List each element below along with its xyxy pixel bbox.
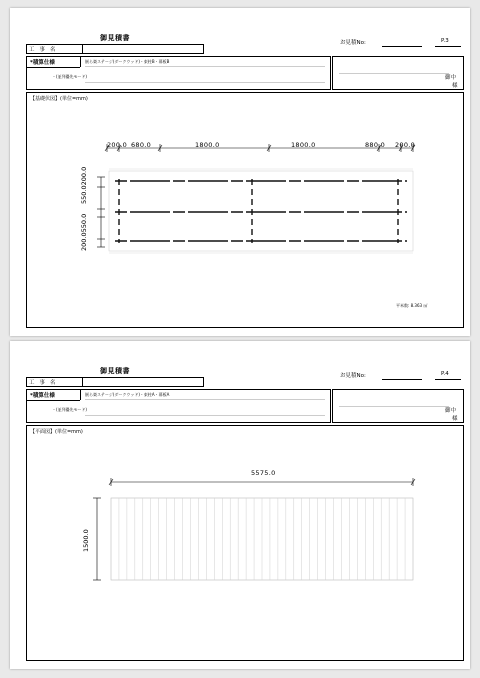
dim-top-5: 880.0 <box>365 141 386 149</box>
foundation-plan-drawing <box>27 93 463 327</box>
dim-left-2: 200.0550.0 <box>80 213 88 251</box>
area-value: 平米数: 8.363 ㎡ <box>396 303 428 308</box>
spec-label: *積算仕様 <box>30 60 55 66</box>
post-lines <box>119 179 398 243</box>
client-name-underline <box>339 73 449 74</box>
estimate-no-label: お見積No: <box>340 40 366 46</box>
estimate-sheet-page-4 <box>10 341 470 669</box>
divider <box>27 67 80 68</box>
client-name-underline <box>339 406 449 407</box>
beam-lines <box>115 181 407 241</box>
spec-label: *積算仕様 <box>30 393 55 399</box>
dim-top-4: 1800.0 <box>291 141 316 149</box>
client-box <box>332 389 464 423</box>
underline <box>85 66 325 67</box>
document-title: 御見積書 <box>100 34 130 42</box>
estimate-no-underline <box>382 46 422 47</box>
divider <box>80 57 81 67</box>
divider <box>27 400 80 401</box>
dim-left-1: 550.0200.0 <box>80 166 88 204</box>
section-label: 【平面図】(単位=mm) <box>30 429 83 435</box>
underline <box>85 82 325 83</box>
client-suffix-sama: 様 <box>452 83 458 89</box>
section-label: 【基礎伏図】(単位=mm) <box>30 96 88 102</box>
estimate-no-underline <box>382 379 422 380</box>
underline <box>85 399 325 400</box>
divider <box>82 378 83 386</box>
outline <box>109 171 413 251</box>
client-box <box>332 56 464 90</box>
work-name-label: 工事名 <box>29 47 61 53</box>
page-number-underline <box>435 46 461 47</box>
divider <box>80 390 81 400</box>
floor-plan-drawing <box>27 426 463 660</box>
spec-mode: ・(並列優先モード) <box>52 74 87 79</box>
spec-description: 嵌ら楽ステージ(ダークウッド)・束柱B・幕板B <box>85 59 170 64</box>
dim-top-1: 200.0 <box>107 141 128 149</box>
spec-description: 嵌ら楽ステージ(ダークウッド)・束柱A・幕板A <box>85 392 170 397</box>
page-number: P.3 <box>441 38 449 44</box>
dim-top-3: 1800.0 <box>195 141 220 149</box>
document-title: 御見積書 <box>100 367 130 375</box>
underline <box>85 415 325 416</box>
client-suffix-onchu: 御中 <box>445 408 457 414</box>
page-number: P.4 <box>441 371 449 377</box>
dim-top-6: 200.0 <box>395 141 416 149</box>
work-name-box <box>26 44 204 54</box>
client-suffix-onchu: 御中 <box>445 75 457 81</box>
spec-mode: ・(並列優先モード) <box>52 407 87 412</box>
spec-box <box>26 389 331 423</box>
deck-boards <box>119 498 405 580</box>
spec-box <box>26 56 331 90</box>
floor-plan-panel <box>26 425 464 661</box>
foundation-plan-panel <box>26 92 464 328</box>
estimate-no-label: お見積No: <box>340 373 366 379</box>
work-name-box <box>26 377 204 387</box>
client-suffix-sama: 様 <box>452 416 458 422</box>
divider <box>82 45 83 53</box>
dim-top-2: 680.0 <box>131 141 152 149</box>
dim-height: 1500.0 <box>82 529 90 552</box>
page-number-underline <box>435 379 461 380</box>
dim-width: 5575.0 <box>251 469 276 477</box>
work-name-label: 工事名 <box>29 380 61 386</box>
estimate-sheet-page-3 <box>10 8 470 336</box>
